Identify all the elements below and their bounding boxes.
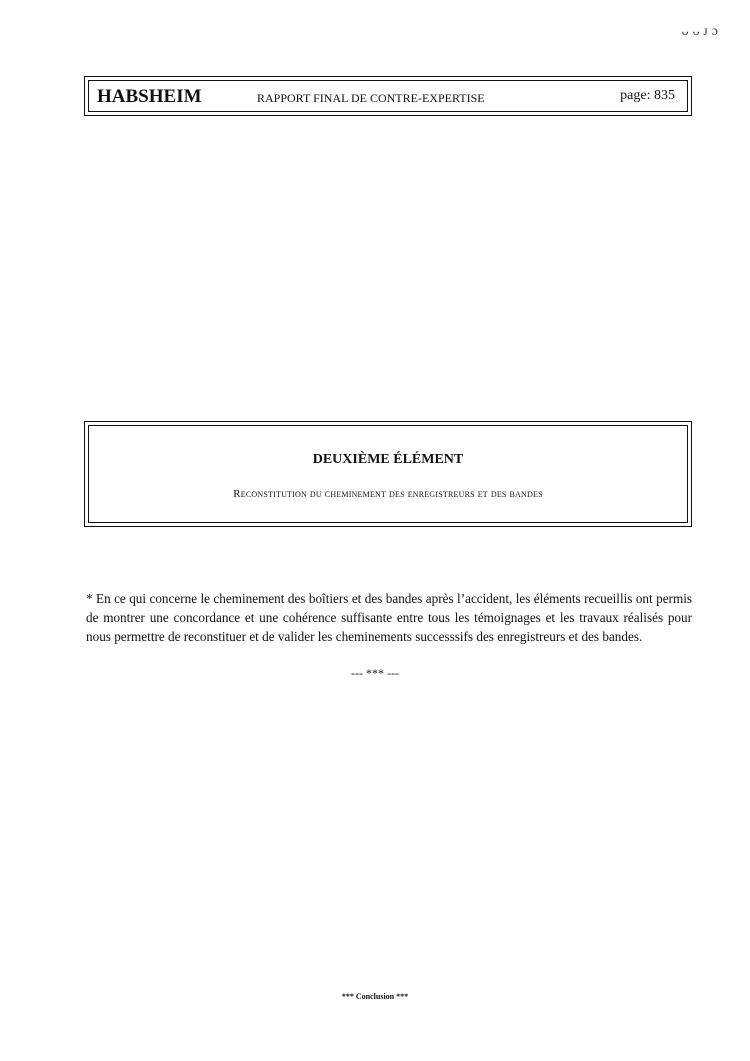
document-title: HABSHEIM: [97, 86, 202, 107]
section-title: DEUXIÈME ÉLÉMENT: [312, 452, 464, 467]
section-subtitle: Reconstitution du cheminement des enregistreurs et des bandes: [233, 488, 543, 500]
page-header: [84, 76, 692, 116]
section-separator: --- *** ---: [351, 666, 399, 680]
footer-conclusion-label: *** Conclusion ***: [341, 992, 409, 1001]
report-title: RAPPORT FINAL DE CONTRE-EXPERTISE: [257, 91, 485, 105]
body-paragraph: * En ce qui concerne le cheminement des boîtiers et des bandes après l’accident, les éléments recueillis ont permis de montrer une concordance et une cohérence suffisante entre tous les témoignages et les travaux réalisés pour nous permettre de reconstituer et de valider les cheminements successsifs des enregistreurs et des bandes.: [86, 591, 692, 645]
page-number: page: 835: [620, 88, 675, 103]
section-title-box: [84, 421, 692, 527]
page-corner-mark: ᴗᴗᴊɔ: [681, 24, 722, 39]
